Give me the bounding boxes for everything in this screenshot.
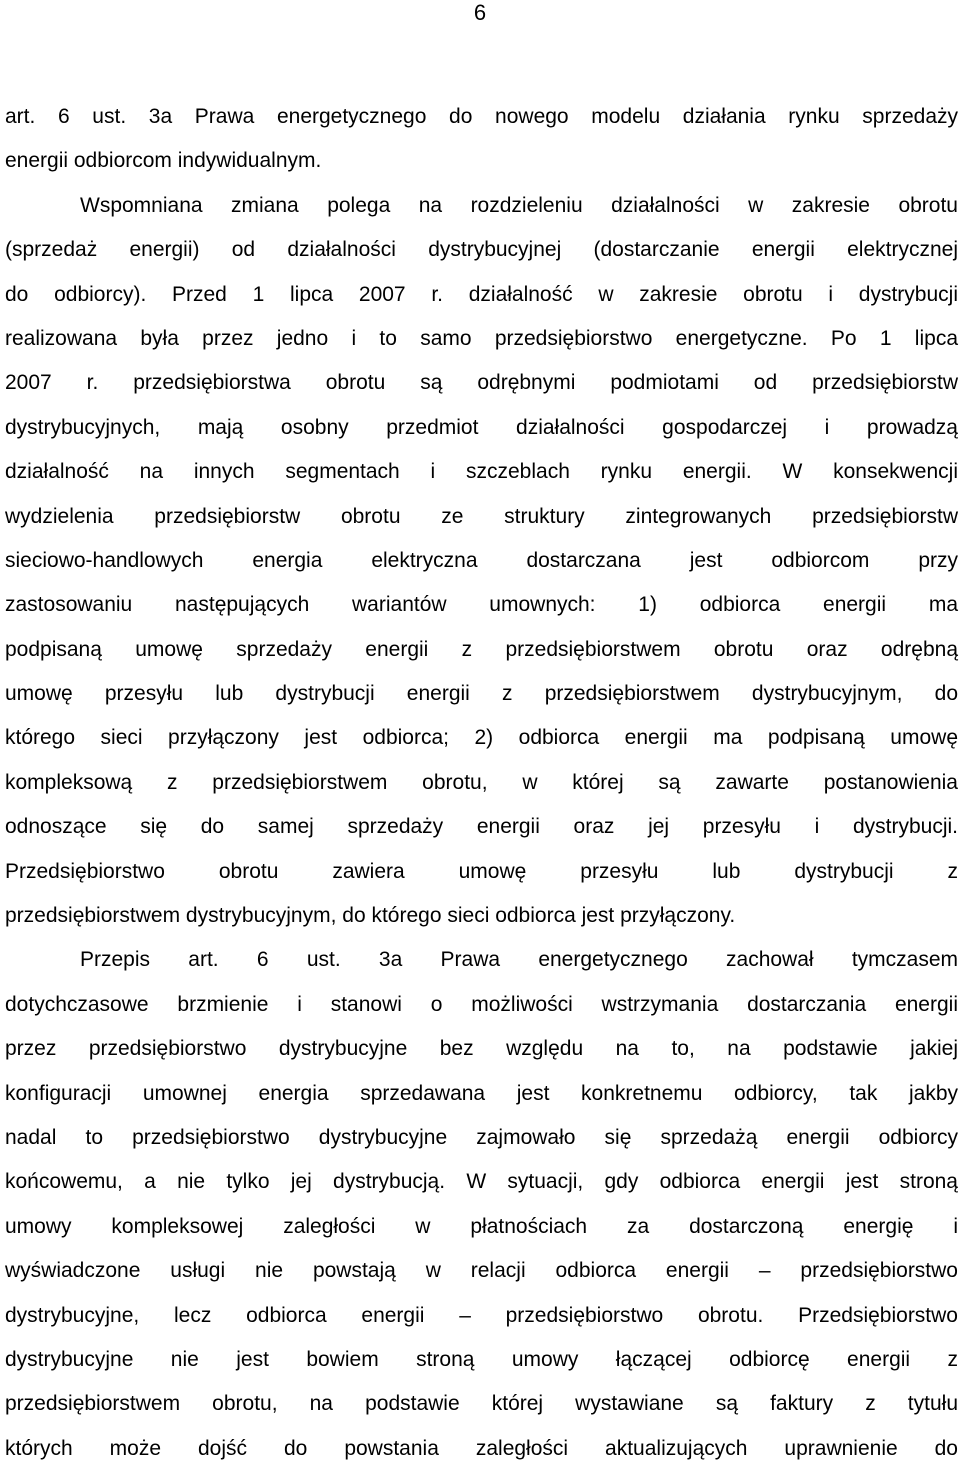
text-line: wyświadczone usługi nie powstają w relacji odbiorca energii – przedsiębiorstwo bbox=[5, 1259, 958, 1283]
text-line: (sprzedaż energii) od działalności dystrybucyjnej (dostarczanie energii elektrycznej bbox=[5, 238, 958, 262]
text-line: dotychczasowe brzmienie i stanowi o możliwości wstrzymania dostarczania energii bbox=[5, 992, 958, 1016]
text-line: dystrybucyjne, lecz odbiorca energii – przedsiębiorstwo obrotu. Przedsiębiorstwo bbox=[5, 1303, 958, 1327]
text-line: kompleksową z przedsiębiorstwem obrotu, w której są zawarte postanowienia bbox=[5, 770, 958, 794]
text-line: których może dojść do powstania zaległości aktualizujących uprawnienie do bbox=[5, 1436, 958, 1460]
text-line: działalność na innych segmentach i szczeblach rynku energii. W konsekwencji bbox=[5, 460, 958, 484]
text-line: umowy kompleksowej zaległości w płatnościach za dostarczoną energię i bbox=[5, 1214, 958, 1238]
text-line: zastosowaniu następujących wariantów umownych: 1) odbiorca energii ma bbox=[5, 593, 958, 617]
text-line: Wspomniana zmiana polega na rozdzieleniu działalności w zakresie obrotu bbox=[80, 193, 958, 217]
text-line: konfiguracji umownej energia sprzedawana jest konkretnemu odbiorcy, tak jakby bbox=[5, 1081, 958, 1105]
text-line: końcowemu, a nie tylko jej dystrybucją. W sytuacji, gdy odbiorca energii jest stroną bbox=[5, 1170, 958, 1194]
page-number: 6 bbox=[473, 0, 487, 25]
text-line: nadal to przedsiębiorstwo dystrybucyjne zajmowało się sprzedażą energii odbiorcy bbox=[5, 1125, 958, 1149]
text-line: Przepis art. 6 ust. 3a Prawa energetycznego zachował tymczasem bbox=[80, 948, 958, 972]
text-line: realizowana była przez jedno i to samo przedsiębiorstwo energetyczne. Po 1 lipca bbox=[5, 326, 958, 350]
text-line: przez przedsiębiorstwo dystrybucyjne bez względu na to, na podstawie jakiej bbox=[5, 1037, 958, 1061]
text-line: sieciowo-handlowych energia elektryczna dostarczana jest odbiorcom przy bbox=[5, 548, 958, 572]
text-line: art. 6 ust. 3a Prawa energetycznego do nowego modelu działania rynku sprzedaży bbox=[5, 105, 958, 128]
text-line: podpisaną umowę sprzedaży energii z przedsiębiorstwem obrotu oraz odrębną bbox=[5, 637, 958, 661]
text-line: umowę przesyłu lub dystrybucji energii z przedsiębiorstwem dystrybucyjnym, do bbox=[5, 682, 958, 706]
text-line: 2007 r. przedsiębiorstwa obrotu są odrębnymi podmiotami od przedsiębiorstw bbox=[5, 371, 958, 395]
text-line: dystrybucyjnych, mają osobny przedmiot działalności gospodarczej i prowadzą bbox=[5, 415, 958, 439]
text-line: Przedsiębiorstwo obrotu zawiera umowę przesyłu lub dystrybucji z bbox=[5, 859, 958, 883]
text-line: którego sieci przyłączony jest odbiorca; 2) odbiorca energii ma podpisaną umowę bbox=[5, 726, 958, 750]
text-line: do odbiorcy). Przed 1 lipca 2007 r. działalność w zakresie obrotu i dystrybucji bbox=[5, 282, 958, 306]
text-line: wydzielenia przedsiębiorstw obrotu ze struktury zintegrowanych przedsiębiorstw bbox=[5, 504, 958, 528]
text-line: przedsiębiorstwem dystrybucyjnym, do którego sieci odbiorca jest przyłączony. bbox=[5, 904, 736, 928]
text-line: przedsiębiorstwem obrotu, na podstawie której wystawiane są faktury z tytułu bbox=[5, 1392, 958, 1416]
text-line: energii odbiorcom indywidualnym. bbox=[5, 149, 322, 173]
document-body bbox=[5, 102, 958, 1478]
text-line: odnoszące się do samej sprzedaży energii oraz jej przesyłu i dystrybucji. bbox=[5, 815, 958, 839]
text-line: dystrybucyjne nie jest bowiem stroną umowy łączącej odbiorcę energii z bbox=[5, 1347, 958, 1371]
